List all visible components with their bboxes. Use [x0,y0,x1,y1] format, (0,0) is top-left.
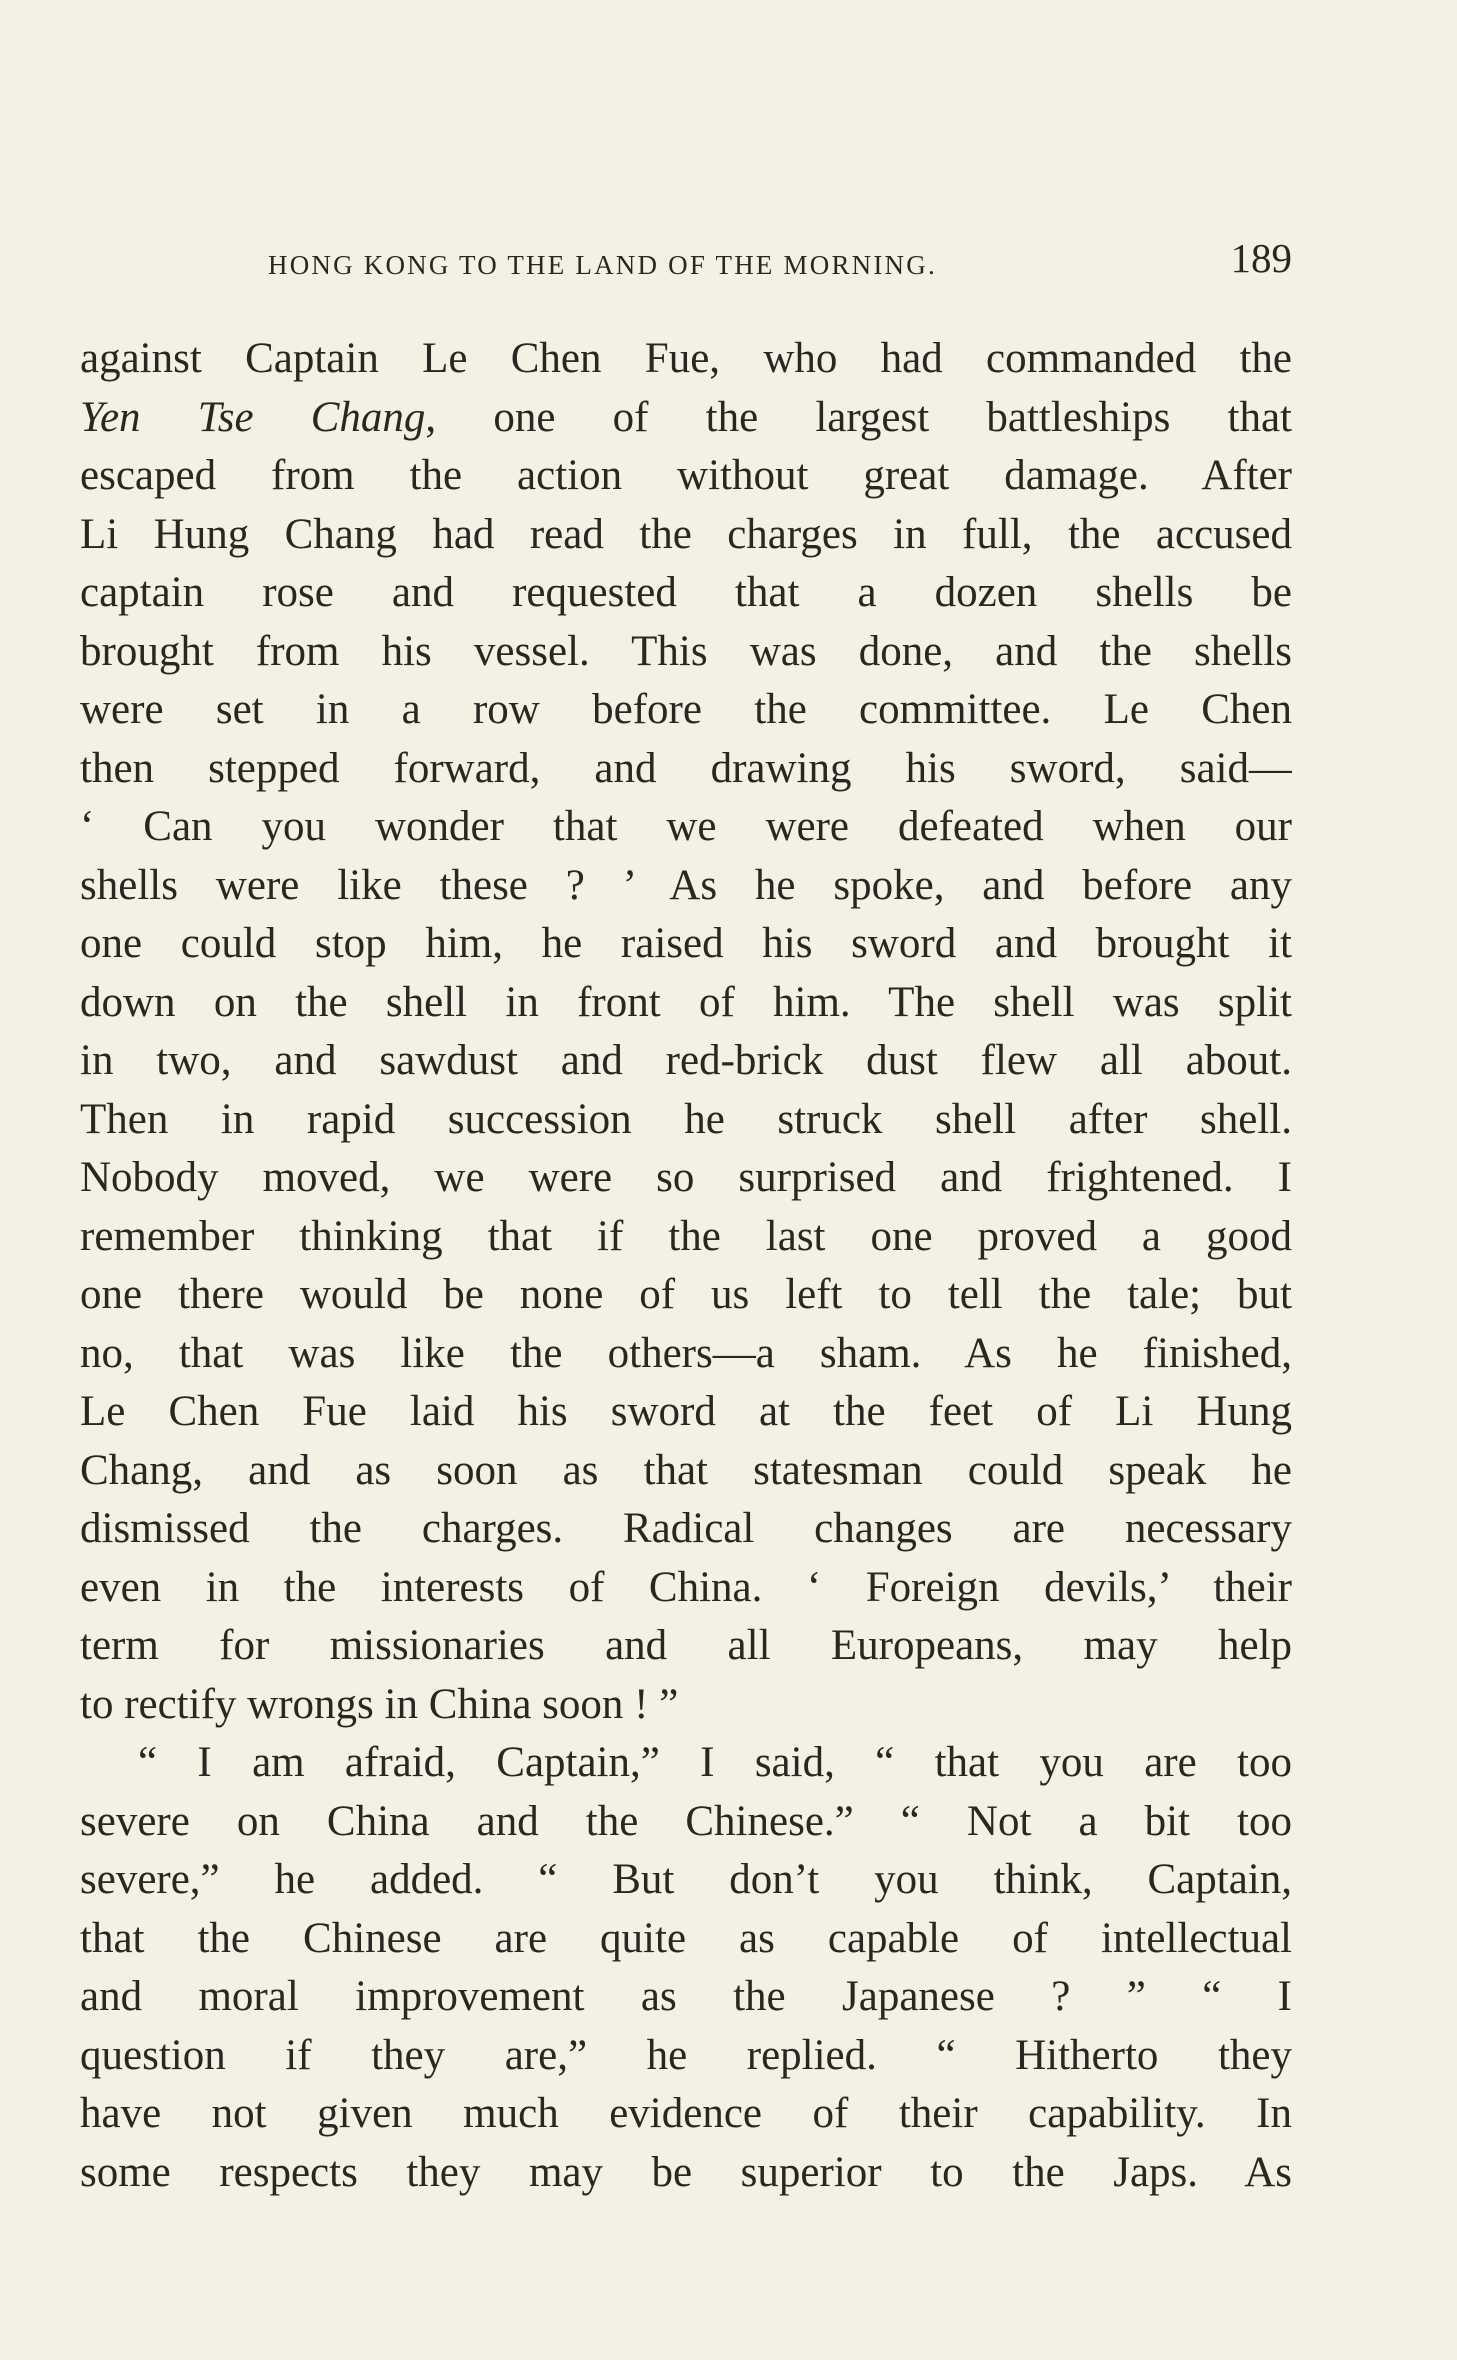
text-line: Nobody moved, we were so surprised and frightened. I [80,1154,1292,1201]
text-line: dismissed the charges. Radical changes are necessary [80,1505,1292,1552]
text-line: severe on China and the Chinese.” “ Not a bit too [80,1797,1292,1845]
page-number: 189 [1230,235,1292,281]
text-line: Li Hung Chang had read the charges in full, the accused [80,510,1292,558]
text-line: captain rose and requested that a dozen shells be [80,569,1292,616]
text-line: one could stop him, he raised his sword and brought it [80,920,1292,967]
text-line: one there would be none of us left to tell the tale; but [80,1271,1292,1318]
text-line: ‘ Can you wonder that we were defeated when our [80,803,1292,850]
text-line: Le Chen Fue laid his sword at the feet of Li Hung [80,1388,1292,1435]
text-line: to rectify wrongs in China soon ! ” [80,1680,679,1728]
text-line: escaped from the action without great damage. After [80,452,1292,499]
text-line: severe,” he added. “ But don’t you think, Captain, [80,1856,1292,1903]
text-line: in two, and sawdust and red-brick dust flew all about. [80,1037,1292,1084]
running-title: HONG KONG TO THE LAND OF THE MORNING. [268,250,937,280]
text-line: term for missionaries and all Europeans, may help [80,1622,1292,1669]
running-head [80,235,1292,298]
text-line: question if they are,” he replied. “ Hitherto they [80,2031,1292,2079]
text-line: were set in a row before the committee. Le Chen [80,686,1292,733]
text-line: then stepped forward, and drawing his sword, said— [80,744,1292,792]
text-line: Then in rapid succession he struck shell after shell. [80,1095,1292,1143]
text-line: against Captain Le Chen Fue, who had commanded the [80,335,1292,382]
text-line [80,389,1292,448]
ship-name: Yen Tse Chang [80,393,426,441]
text-line: that the Chinese are quite as capable of intellectual [80,1914,1292,1962]
text-line: shells were like these ? ’ As he spoke, and before any [80,861,1292,909]
text-line: brought from his vessel. This was done, and the shells [80,627,1292,675]
text-line: even in the interests of China. ‘ Foreign devils,’ their [80,1563,1292,1611]
text-line: remember thinking that if the last one proved a good [80,1212,1292,1260]
text-line: some respects they may be superior to the Japs. As [80,2148,1292,2196]
text-line: no, that was like the others—a sham. As he finished, [80,1329,1292,1377]
body-text [80,330,1292,2230]
text-line: Chang, and as soon as that statesman could speak he [80,1446,1292,1494]
text-line: have not given much evidence of their capability. In [80,2090,1292,2137]
text-line-continuation: , one of the largest battleships that [425,393,1292,441]
text-line: “ I am afraid, Captain,” I said, “ that you are too [138,1739,1292,1786]
text-line: down on the shell in front of him. The shell was split [80,978,1292,1026]
text-line: and moral improvement as the Japanese ? ” “ I [80,1973,1292,2020]
